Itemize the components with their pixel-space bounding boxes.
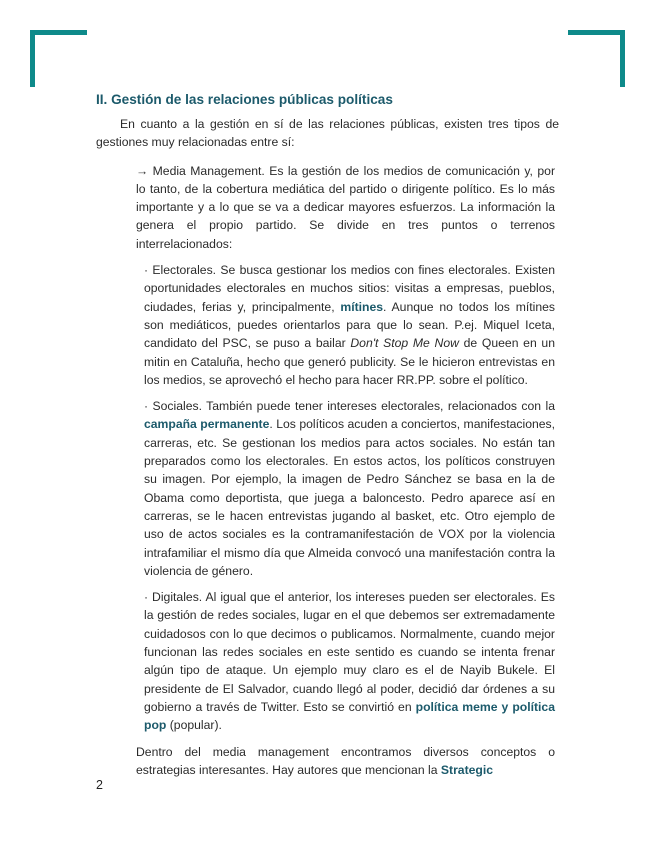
sociales-text-1: · Sociales. También puede tener intereses electorales, relacionados con la xyxy=(144,399,555,414)
closing-paragraph xyxy=(136,743,555,780)
campana-permanente-term: campaña permanente xyxy=(144,417,270,432)
media-management-paragraph: → Media Management. Es la gestión de los medios de comunicación y, por lo tanto, de la cobertura mediática del partido o dirigente político. Es lo más importante y a lo que se va a dedicar mayores esfuerzos. La información la genera el propio partido. Se divide en tres puntos o terrenos interrelacionados: xyxy=(136,163,555,251)
closing-text: Dentro del media management encontramos diversos conceptos o estrategias interesantes. Hay autores que mencionan la xyxy=(136,744,555,777)
digitales-text-2: (popular). xyxy=(166,718,222,733)
section-heading: II. Gestión de las relaciones públicas políticas xyxy=(96,92,393,107)
electorales-text-1: · Electorales. Se busca gestionar los medios con fines electorales. Existen oportunidades electorales en muchos sitios: visitas a empresas, pueblos, ciudades, ferias y, principalmente, xyxy=(144,263,555,314)
politica-meme-term: política meme y política pop xyxy=(144,699,555,733)
subpoints xyxy=(144,261,555,734)
intro-paragraph: En cuanto a la gestión en sí de las relaciones públicas, existen tres tipos de gestiones muy relacionadas entre sí: xyxy=(96,117,559,150)
electorales-paragraph xyxy=(144,261,555,389)
song-title: Don't Stop Me Now xyxy=(350,336,459,351)
electorales-text-2: . Aunque no todos los mítines son mediáticos, puedes orientarlos para que lo sean. P.ej. Miquel Iceta, candidato del PSC, se puso a bailar xyxy=(144,299,555,351)
electorales-text-3: de Queen en un mitin en Cataluña, hecho que generó publicity. Se le hicieron entrevistas en los medios, se aprovechó el hecho para hacer RR.PP. sobre el político. xyxy=(144,336,555,387)
sociales-paragraph xyxy=(144,397,555,580)
strategic-term: Strategic xyxy=(440,762,494,777)
closing-block xyxy=(136,743,555,780)
page-number: 2 xyxy=(96,778,103,792)
page-content xyxy=(96,92,559,787)
corner-mark-right xyxy=(568,30,625,87)
sociales-text-2: . Los políticos acuden a conciertos, manifestaciones, carreras, etc. Se gestionan los medios para actos sociales. No están tan preparados como los electorales. En estos actos, los políticos construyen su imagen. Por ejemplo, la imagen de Pedro Sánchez se basa en la de Obama como deportista, que juega a baloncesto. Pedro aparece así en carreras, se le hacen entrevistas jugando al basket, etc. Otro ejemplo de uso de actos sociales es la contramanifestación de VOX por la violencia intrafamiliar el mismo día que Almeida convocó una manifestación contra la violencia de género. xyxy=(144,417,556,578)
digitales-text-1: · Digitales. Al igual que el anterior, los intereses pueden ser electorales. Es la gestión de redes sociales, lugar en el que debemos ser extremadamente cuidadosos con lo que decimos o publicamos. Normalmente, cuando mejor funcionan las redes sociales en este sentido es cuando se intenta frenar algún tipo de ataque. Un ejemplo muy claro es el de Nayib Bukele. El presidente de El Salvador, cuando llegó al poder, decidió dar órdenes a su gobierno a través de Twitter. Esto se convirtió en xyxy=(144,590,555,714)
corner-mark-left xyxy=(30,30,87,87)
media-management-block xyxy=(136,162,555,253)
digitales-paragraph xyxy=(144,588,555,734)
mitines-term: mítines xyxy=(340,299,384,314)
